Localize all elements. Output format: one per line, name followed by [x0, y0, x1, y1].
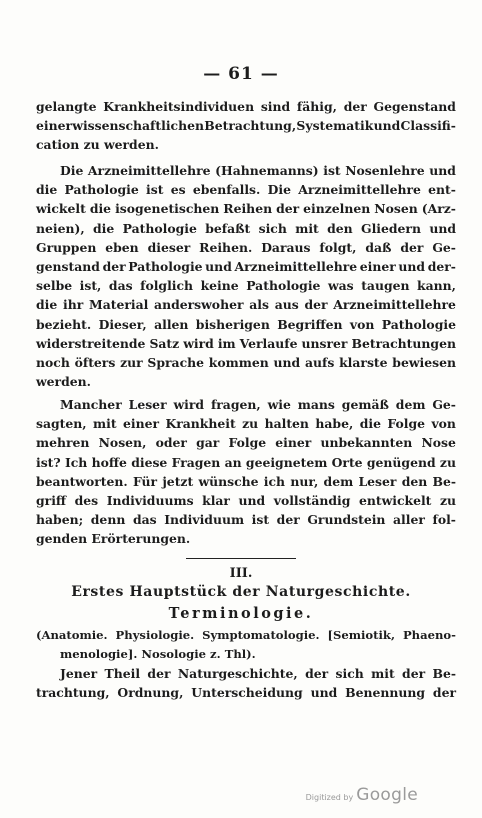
text-line [36, 510, 456, 529]
word: gemäß [341, 397, 389, 412]
text-line: menologie]. Nosologie z. Thl). [60, 647, 256, 662]
text-line [36, 180, 456, 199]
word: Benennung [345, 685, 426, 701]
word: bezieht. [36, 316, 92, 332]
word: Pathologie [246, 278, 321, 294]
word: die [93, 220, 115, 236]
paragraph-2 [36, 161, 456, 391]
word: anderswoher [154, 297, 244, 313]
word: der [304, 297, 328, 313]
text-line [36, 395, 456, 414]
section-note [36, 626, 456, 664]
word: Ge- [432, 239, 456, 255]
word: bewiesen [392, 355, 456, 371]
word: Für [132, 473, 158, 489]
word: widerstreitende [36, 335, 146, 351]
word: einzelnen [303, 201, 371, 217]
word: der [305, 666, 329, 681]
word: Material [88, 297, 149, 313]
digitized-label: Digitized by [305, 793, 354, 802]
word: Nosen [374, 201, 418, 217]
word: Ordnung, [117, 685, 184, 701]
digitized-watermark [306, 785, 418, 805]
word: sich [335, 666, 364, 681]
word: als [249, 297, 269, 313]
paragraph-3 [36, 395, 456, 549]
word: allen [154, 316, 189, 332]
word: und [373, 118, 401, 134]
word: ich [263, 473, 286, 489]
word: der [276, 201, 300, 217]
word: Satz [149, 335, 180, 351]
word: daß [365, 239, 392, 255]
word: und [398, 259, 426, 275]
word: befaßt [205, 220, 251, 236]
text-line [36, 433, 456, 452]
paragraph-1 [36, 97, 456, 155]
word: oder [155, 435, 187, 451]
text-line [36, 257, 456, 276]
word: von [349, 316, 375, 332]
word: der [343, 99, 367, 114]
word: klar [202, 493, 230, 509]
word: entwickelt [358, 493, 432, 509]
word: es [170, 182, 186, 198]
word: zu [242, 416, 259, 432]
word: wünsche [198, 473, 259, 489]
word: gelangte [36, 99, 97, 114]
word: Mancher [60, 397, 122, 412]
word: dem [395, 397, 426, 412]
text-line [36, 199, 456, 218]
word: ist [251, 512, 270, 528]
word: geeignetem [245, 454, 328, 470]
paragraph-4 [36, 664, 456, 702]
word: Reihen. [199, 239, 253, 255]
word: keine [200, 278, 239, 294]
word: dem [323, 473, 354, 489]
word: unsrer [301, 335, 348, 351]
word: sagten, [36, 416, 87, 432]
word: Jener [60, 666, 98, 681]
word: bisherigen [195, 316, 270, 332]
word: Begriffen [277, 316, 343, 332]
word: Nose [421, 435, 456, 451]
word: Physiologie. [115, 628, 195, 642]
word: mit [93, 416, 117, 432]
word: Gliedern [361, 220, 421, 236]
text-line [36, 315, 456, 334]
word: Symptomatologie. [202, 628, 320, 642]
word: der- [427, 259, 456, 275]
word: Pathologie [381, 316, 456, 332]
word: Betrachtungen [351, 335, 456, 351]
word: die [36, 182, 58, 198]
word: den [401, 473, 428, 489]
word: aus [274, 297, 299, 313]
word: genstand [36, 259, 100, 275]
word: fähig, [296, 99, 337, 114]
text-line [36, 161, 456, 180]
word: Nosen, [98, 435, 147, 451]
text-line [36, 472, 456, 491]
word: einer [36, 118, 73, 134]
word: sind [260, 99, 291, 114]
word: trachtung, [36, 685, 110, 701]
word: vollständig [273, 493, 351, 509]
word: Betrachtung, [204, 118, 297, 134]
word: beantworten. [36, 473, 128, 489]
word: ihr [63, 297, 84, 313]
word: aufs [304, 355, 335, 371]
google-logo: Google [356, 785, 418, 805]
word: ist, [79, 278, 102, 294]
word: Pathologie [64, 182, 139, 198]
word: habe, [315, 416, 354, 432]
word: Phaeno- [402, 628, 456, 642]
word: Leser [358, 473, 397, 489]
word: Dieser, [98, 316, 147, 332]
text-line: werden. [36, 374, 91, 390]
word: kann, [417, 278, 456, 294]
word: Folge [228, 435, 267, 451]
word: zu [439, 454, 456, 470]
word: genügend [366, 454, 436, 470]
word: noch [36, 355, 70, 371]
word: die [359, 416, 381, 432]
word: Daraus [261, 239, 311, 255]
text-line [36, 353, 456, 372]
word: taugen [361, 278, 410, 294]
word: Die [267, 182, 291, 198]
word: von [431, 416, 456, 432]
word: den [327, 220, 353, 236]
word: einer [123, 416, 160, 432]
text-line [36, 491, 456, 510]
word: öfters [74, 355, 116, 371]
word: Sprache [147, 355, 205, 371]
word: folgt, [319, 239, 357, 255]
word: ebenfalls. [192, 182, 261, 198]
word: wissenschaftlichen [72, 118, 204, 134]
word: gar [196, 435, 220, 451]
word: und [205, 259, 232, 275]
word: einer [275, 435, 312, 451]
word: diese [131, 454, 168, 470]
word: an [224, 454, 242, 470]
word: Naturgeschichte, [177, 666, 298, 681]
word: Arzneimittellehre [234, 259, 358, 275]
word: Krankheitsindividuen [103, 99, 255, 114]
word: und [273, 355, 301, 371]
word: Krankheit [165, 416, 236, 432]
word: Systematik [296, 118, 374, 134]
word: was [327, 278, 354, 294]
text-line [36, 334, 456, 353]
word: ist [146, 182, 164, 198]
word: wickelt [36, 201, 86, 217]
word: [Semiotik, [327, 628, 395, 642]
word: eben [105, 239, 139, 255]
text-line [36, 664, 456, 683]
word: das [132, 512, 157, 528]
text-line: genden Erörterungen. [36, 531, 191, 547]
text-line [36, 295, 456, 314]
word: Gegenstand [373, 99, 456, 114]
word: Pathologie [128, 259, 203, 275]
word: isogenetischen [115, 201, 220, 217]
text-line: cation zu werden. [36, 137, 159, 153]
word: ent- [428, 182, 456, 198]
word: ist [323, 163, 341, 178]
word: Die [60, 163, 84, 178]
text-line [36, 97, 456, 116]
word: dieser [147, 239, 191, 255]
word: Theil [104, 666, 141, 681]
word: Nosenlehre [345, 163, 425, 178]
word: mans [297, 397, 335, 412]
text-line [36, 219, 456, 238]
word: die [36, 297, 58, 313]
word: fragen, [210, 397, 261, 412]
word: zur [120, 355, 143, 371]
word: Individuum [164, 512, 245, 528]
word: und [429, 220, 456, 236]
word: der [102, 259, 126, 275]
word: ist? [36, 454, 61, 470]
word: Be- [432, 666, 456, 681]
word: Classifi- [400, 118, 456, 134]
word: sich [258, 220, 287, 236]
word: Ich [64, 454, 88, 470]
word: Arzneimittellehre [333, 297, 456, 313]
section-subtitle: Terminologie. [168, 605, 314, 622]
word: wie [267, 397, 291, 412]
word: mit [371, 666, 395, 681]
word: denn [90, 512, 126, 528]
word: fol- [432, 512, 456, 528]
word: mehren [36, 435, 90, 451]
word: mit [295, 220, 319, 236]
page-number: — 61 — [203, 64, 279, 84]
word: hoffe [91, 454, 127, 470]
word: (Arz- [421, 201, 456, 217]
word: Leser [128, 397, 167, 412]
word: klarste [339, 355, 388, 371]
word: Arzneimittellehre [298, 182, 421, 198]
word: Ge- [432, 397, 456, 412]
word: Pathologie [122, 220, 197, 236]
word: des [74, 493, 99, 509]
word: halten [264, 416, 309, 432]
word: wird [183, 335, 214, 351]
word: Folge [387, 416, 426, 432]
word: (Hahnemanns) [215, 163, 319, 178]
word: im [217, 335, 236, 351]
word: Individuums [106, 493, 194, 509]
section-title: Erstes Hauptstück der Naturgeschichte. [71, 584, 411, 600]
text-line [36, 414, 456, 433]
word: aller [393, 512, 425, 528]
text-line [36, 683, 456, 702]
word: die [89, 201, 112, 217]
word: der [400, 239, 424, 255]
text-line [36, 626, 456, 645]
word: und [310, 685, 338, 701]
word: (Anatomie. [36, 628, 108, 642]
word: und [238, 493, 266, 509]
word: Grundstein [307, 512, 386, 528]
word: neien), [36, 220, 85, 236]
word: Reihen [223, 201, 273, 217]
word: haben; [36, 512, 84, 528]
text-line [36, 453, 456, 472]
word: der [432, 685, 456, 701]
word: Orte [331, 454, 363, 470]
word: Gruppen [36, 239, 97, 255]
word: Fragen [171, 454, 221, 470]
word: der [147, 666, 171, 681]
text-line [36, 276, 456, 295]
word: Arzneimittellehre [87, 163, 211, 178]
section-divider [186, 558, 296, 559]
word: folglich [140, 278, 194, 294]
word: wird [173, 397, 205, 412]
word: das [108, 278, 133, 294]
word: Be- [432, 473, 456, 489]
word: der [402, 666, 426, 681]
word: der [276, 512, 300, 528]
word: Unterscheidung [191, 685, 303, 701]
section-number: III. [229, 566, 253, 581]
word: unbekannten [320, 435, 413, 451]
word: Verlaufe [239, 335, 298, 351]
word: selbe [36, 278, 73, 294]
word: und [429, 163, 456, 178]
word: kommen [208, 355, 269, 371]
word: griff [36, 493, 67, 509]
text-line [36, 238, 456, 257]
word: nur, [290, 473, 319, 489]
word: jetzt [162, 473, 194, 489]
text-line [36, 116, 456, 135]
word: einer [359, 259, 396, 275]
word: zu [439, 493, 456, 509]
